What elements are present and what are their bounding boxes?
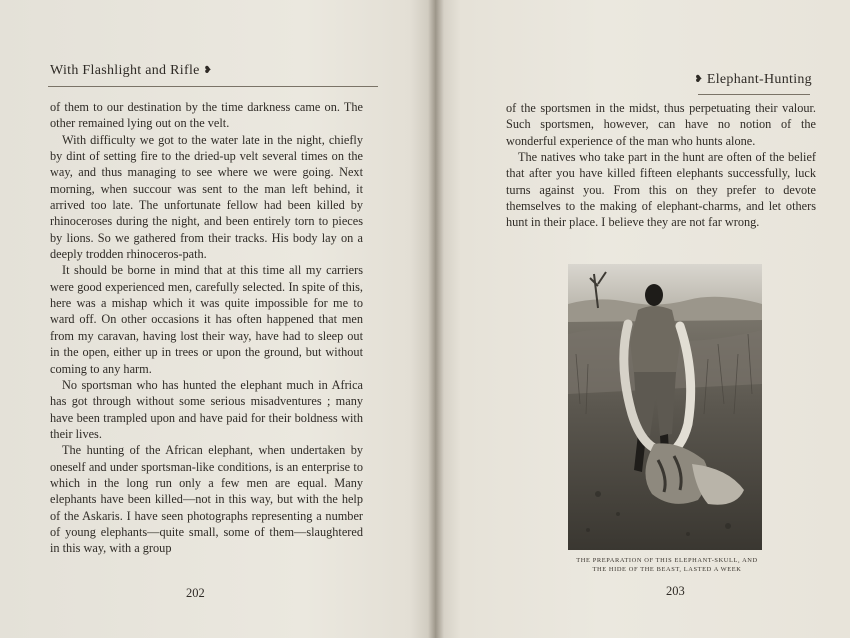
running-head-left — [50, 63, 212, 79]
paragraph: No sportsman who has hunted the elephant much in Africa has got through without some serious misadventures ; many have been trampled upon and have paid for their boldness with their lives. — [50, 377, 363, 441]
paragraph: The natives who take part in the hunt are often of the belief that after you have killed fifteen elephants successfully, luck turns against you. From this on they prefer to devote themselves to the making of elephant-charms, and let others hunt in their place. I believe they are not far wrong. — [506, 150, 816, 230]
header-rule-left — [48, 86, 378, 87]
fleuron-icon: ❥ — [694, 74, 704, 85]
fleuron-icon: ❥ — [203, 65, 213, 76]
body-text-right — [506, 100, 816, 231]
paragraph: With difficulty we got to the water late in the night, chiefly by dint of setting fire to the dried-up velt several times on the way, and thus managing to see where we were going. Next morning, when succour was sent to the man left behind, it arrived too late. The unfortunate fellow had been killed by rhinoceroses during the night, and been entirely torn to pieces by lions. So we gathered from their tracks. His body lay on a deeply trodden rhinoceros-path. — [50, 132, 363, 262]
paragraph: of them to our destination by the time darkness came on. The other remained lying out on the velt. — [50, 100, 363, 131]
paragraph: It should be borne in mind that at this time all my carriers were good experienced men, carefully selected. In spite of this, here was a mishap which it was quite impossible for me to ward off. On other occasions it has often happened that men from my caravan, having lost their way, have had to sleep out in the open, either up in trees or upon the ground, but without coming to any harm. — [50, 263, 363, 376]
page-number-right: 203 — [666, 584, 685, 598]
paragraph: of the sportsmen in the midst, thus perpetuating their valour. Such sportsmen, however, can have no notion of the wonderful experience of the man who hunts alone. — [506, 101, 816, 148]
photograph-man-with-elephant-skull — [568, 264, 762, 550]
running-head-right-text: Elephant-Hunting — [706, 72, 812, 87]
header-rule-right — [698, 94, 810, 95]
running-head-left-text: With Flashlight and Rifle — [50, 63, 200, 78]
book-spine-gutter — [428, 0, 444, 638]
photograph-image — [568, 264, 762, 550]
photo-caption — [564, 556, 770, 574]
paragraph: The hunting of the African elephant, when undertaken by oneself and under sportsman-like conditions, is an enterprise to which in the long run only a few men are equal. Many elephants have been killed—not in this way, but with the help of the Askaris. I have seen photographs representing a number of young elephants—quite small, some of them—slaughtered in this way, with a group — [50, 443, 363, 556]
page-number-left: 202 — [186, 586, 205, 600]
caption-line-2: THE HIDE OF THE BEAST, LASTED A WEEK — [592, 566, 742, 573]
right-page — [436, 0, 850, 638]
caption-line-1: THE PREPARATION OF THIS ELEPHANT-SKULL, AND — [576, 557, 758, 564]
running-head-right — [694, 72, 812, 88]
body-text-left — [50, 99, 363, 557]
